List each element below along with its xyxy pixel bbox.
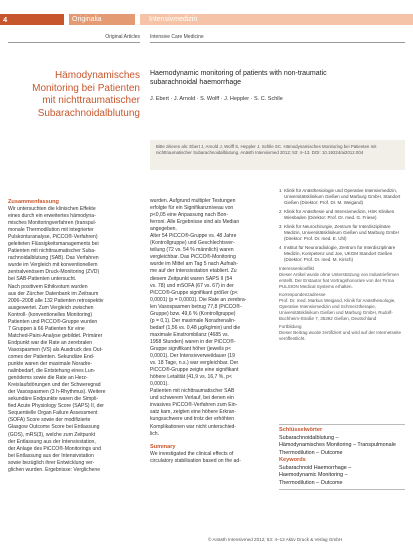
affiliation-text: Klinik für Anästhesiologie und Operative Intensivmedizin, Universitätsklinikum Gießen und Marburg GmbH, Standort Gießen (Direktor: Prof. Dr. M. Weigand) [284,188,401,205]
text-line: teilung (72 vs. 54 % männlich) waren [150,247,234,254]
affiliation [279,224,405,242]
text-line: kungsschwere und trotz der erhöhten [150,416,235,423]
section-tab [69,14,135,25]
text-line: 7 Gruppen à 66 Patienten für eine [8,325,85,332]
text-line: höhere Letalität (41,9 vs. 16,7 %, p< [150,374,232,381]
divider [8,42,140,43]
affiliation [279,245,405,263]
title-line: mit nichttraumatischer [42,95,140,106]
affiliation [279,188,405,206]
affiliation-text: Klinik für Anästhesie und Intensivmedizin, HSK Kliniken Wiesbaden (Direktor: Prof. Dr. med. G. Friese) [284,209,395,220]
text-line: nalinbedarf, die Entstehung eines Lun- [8,368,96,375]
text-line: sekundäre Endpunkte waren die Simpli- [8,396,99,403]
text-line: der Entlassung aus der Intensivstation, [8,438,96,445]
text-line: der Vasospasmen (3 h-Rhythmus). Weitere [8,389,106,396]
text-line: wurde im Mittel am Tag 5 nach Aufnah- [150,261,238,268]
footer-citation: © Anästh Intensivmed 2012; 53: 4–13 Aktiv Druck & Verlag GmbH [208,537,343,542]
text-line: PiCCO®-Gruppe zeigte eine signifikant [150,367,239,374]
text-line: aus der Zürcher Datenbank im Zeitraum [8,290,99,297]
text-line: Nach positivem Ethikvotum wurden [8,283,88,290]
section-label: Originalia [72,16,102,23]
text-line: Subarachnoidalblutung – [279,434,339,441]
title-line: Subarachnoidalblutung [37,107,140,119]
text-line: 0,0001). [150,381,169,388]
subheader-right: Intensive Care Medicine [150,34,204,40]
text-line: Gruppe) bzw. 49,6 % (Kontrollgruppe) [150,310,236,317]
text-line: zentralvenösem Druck-Monitoring (ZVD) [8,269,100,276]
text-line: Kontroll- (konventionelles Monitoring) [8,311,93,318]
keywords-german-heading: Schlüsselwörter [279,427,323,433]
text-line: Thermodilution – Outcome [279,449,343,456]
text-line: diesem Zeitpunkt waren SAPS II (54 [150,275,233,282]
authors: J. Ebert · J. Arnold · S. Wolff · J. Heppler · S. C. Schlle [150,96,283,102]
subheader-left: Original Articles [105,34,140,40]
affiliation-text: Institut für Neuroradiologie, Zentrum für Interdisziplinäre Medizin, Kompetenz und Joe, UKGM Standort Gießen (Direktor: Prof. Dr. med. M. Kirsch) [284,245,396,262]
text-line: Kreislaufstörungen und der Schweregrad [8,382,101,389]
affiliation-number: 1 [279,188,282,193]
text-line: 1958 Stunden) waren in der PiCCO®- [150,338,236,345]
contact-text: Prof. Dr. med. Markus Weigand, Klinik für Anästhesiologie, Operative Intensivmedizin und Schmerztherapie, Universitätsklinikum Gießen und Marburg GmbH, Rudolf-Buchheim-Straße 7, 35392 Gießen, Deutschland [279,298,396,321]
text-line: Alter 54 PiCCO®-Gruppe vs. 48 Jahre [150,233,237,240]
text-line: der Anlage des PiCCO®-Monitorings und [8,445,101,452]
title-line: Haemodynamic monitoring of patients with non-traumatic [150,70,327,77]
page-number-tab [0,14,64,25]
text-line: maximale Einstrombilanz (4685 vs. [150,331,229,338]
sidebar [279,188,405,342]
text-line: Komplikationen war nicht unterschied- [150,423,237,430]
text-line: misches Monitoringverfahren (transpul- [8,220,97,227]
text-line: me auf der Intensivstation etabliert. Zu [150,268,237,275]
citation-box [150,140,405,170]
text-line: Matched-Pairs-Analyse gebildet. Primärer [8,332,103,339]
keywords-english-heading: Keywords [279,457,306,463]
divider [279,424,405,425]
text-line: p<0,05 eine Anpassung nach Bon- [150,212,229,219]
text-line: erfolgte für ein Signifikanzniveau von [150,205,234,212]
affiliation [279,209,405,221]
divider [279,489,405,490]
german-title [10,70,140,120]
title-line: subarachnoidal haemorrhage [150,79,242,86]
cme-text: Dieser Beitrag wurde zertifiziert und wird auf der Internetseite veröffentlicht. [279,330,402,341]
text-line: sowie bezüglich ihrer Entwicklung ver- [8,459,95,466]
text-line: bei SAB-Patienten untersucht. [8,276,77,283]
conflict-text: Dieser Artikel wurde ohne Unterstützung von Industriefirmen erstellt. Der Erstautor hat Vortragshonorare von der Firma PULSION Medical Systems erhalten. [279,272,400,289]
text-line: bei Entlassung aus der Intensivstation [8,452,94,459]
english-title [150,69,400,87]
text-line: (Kontrollgruppe) und Geschlechtsver- [150,240,235,247]
topic-label: Intensivmedizin [149,16,198,23]
text-line: Hämodynamisches Monitoring – Transpulmonale [279,442,396,448]
text-line: geleiteten Flüssigkeitsmanagements bei [8,241,99,248]
text-line: ferroni. Alle Ergebnisse sind als Median [150,219,240,226]
affiliation-number: 4 [279,245,282,250]
text-line: und schwerem Verlauf, bei denen ein [150,395,234,402]
text-line: vs. 18 Tage, n.s.) war vergleichbar. Der [150,360,239,367]
affiliation-text: Klinik für Neurochirurgie, Zentrum für Interdisziplinäre Medizin, Universitätsklinikum Gießen und Marburg GmbH (Direktor: Prof. Dr. med. E. Uhl) [284,224,399,241]
text-line: Pulskonturanalyse, PiCCO®-Verfahren) [8,234,98,241]
text-line: (p = 0,1). Der maximale Noradrenalin- [150,317,236,324]
text-line: fied Acute Physiology Score (SAPS) II, der [8,403,104,410]
text-line: Glasgow Outcome Score bei Entlassung [8,424,100,431]
section-heading: Zusammenfassung [8,199,59,205]
text-line: satz kam, zeigten eine höhere Erkran- [150,409,237,416]
text-line: Endpunkt war die Rate an zerebralen [8,339,93,346]
title-line: Monitoring bei Patienten [32,82,140,94]
text-line: eines durch ein erweitertes hämodyna- [8,213,96,220]
text-line: Wir untersuchten die klinischen Effekte [8,206,96,212]
text-line: (SOFA) Score sowie der modifizierte [8,417,91,424]
affiliation-number: 3 [279,224,282,229]
text-line: 0,0001). Der Intensivverweildauer (19 [150,353,235,360]
text-line: glichen wurden. Ergebnisse: Verglichene [8,466,101,473]
text-line: Haemodynamic Monitoring – [279,472,348,478]
text-line: wurden. Aufgrund multipler Testungen [150,198,236,204]
text-line: Patienten und PiCCO®-Gruppe wurden [8,318,98,325]
abstract-continued-column [150,198,270,465]
text-line: genödems sowie die Rate an Herz- [8,375,88,382]
cme-label: Fortbildung [279,324,302,329]
title-line: Hämodynamisches [54,70,140,81]
text-line: bedarf (1,56 vs. 0,48 µg/kg/min) und die [150,324,241,331]
text-line: comes der Patienten. Sekundäre End- [8,353,95,360]
topic-tab [140,14,413,25]
affiliation-number: 2 [279,209,282,214]
text-line: Patienten mit nichttraumatischer Suba- [8,248,96,255]
abstract-german-column [8,198,140,474]
citation-text: Bitte zitieren als: Ebert J, Arnold J, Wolff S, Heppler J, Schlle SC. Hämodynamisches Monitoring bei Patienten mit nichttraumatischer Subarachnoidalblutung. Anästh Intensivmed 2012; 53: 4–13. DOI: 10.19224/ai2012.004 [156,144,377,155]
text-line: Subarachnoid Haemorrhage – [279,464,352,471]
text-line: punkte waren der maximale Noradre- [8,361,93,368]
divider [150,42,405,43]
text-line: monale Thermodilution mit integrierter [8,227,94,234]
conflict-label: Interessenkonflikt [279,266,315,271]
text-line: vs. 78) und mSOFA (67 vs. 67) in der [150,282,234,289]
text-line: ausgewertet. Zum Vergleich zwischen [8,304,94,311]
text-line: Sequentielle Organ Failure Assessment [8,410,98,417]
text-line: 2006–2008 alle 132 Patienten retrospektiv [8,297,104,304]
text-line: We investigated the clinical effects of [150,450,234,457]
section-heading: Summary [150,443,176,450]
text-line: wurde im Vergleich mit konventionellem [8,262,98,269]
text-line: Thermodilution – Outcome [279,479,343,486]
text-line: PiCCO®-Gruppe signifikant größer (p< [150,289,238,296]
text-line: Vasospasmen (VS) als Ausdruck des Out- [8,346,103,353]
text-line: 0,0001) (p = 0,0001). Die Rate an zerebra- [150,296,247,303]
text-line: circulatory stabilisation based on the ad- [150,457,241,464]
text-line: lich. [150,430,160,437]
keywords-box [279,422,405,492]
text-line: rachnoidalblutung (SAB). Das Verfahren [8,255,99,262]
page-number: 4 [3,15,8,24]
text-line: Gruppe signifikant höher (jeweils p< [150,345,232,352]
text-line: Patienten mit nichttraumatischer SAB [150,388,235,395]
contact-label: Korrespondenzadresse [279,292,326,297]
text-line: (GOS), mRS(3), welche zum Zeitpunkt [8,431,96,438]
text-line: angegeben. [150,226,177,233]
text-line: len Vasospasmen betrug 77,8 (PiCCO®- [150,303,242,310]
text-line: invasives PiCCO®-Verfahren zum Ein- [150,402,238,409]
text-line: vergleichbar. Das PiCCO®-Monitoring [150,254,236,261]
